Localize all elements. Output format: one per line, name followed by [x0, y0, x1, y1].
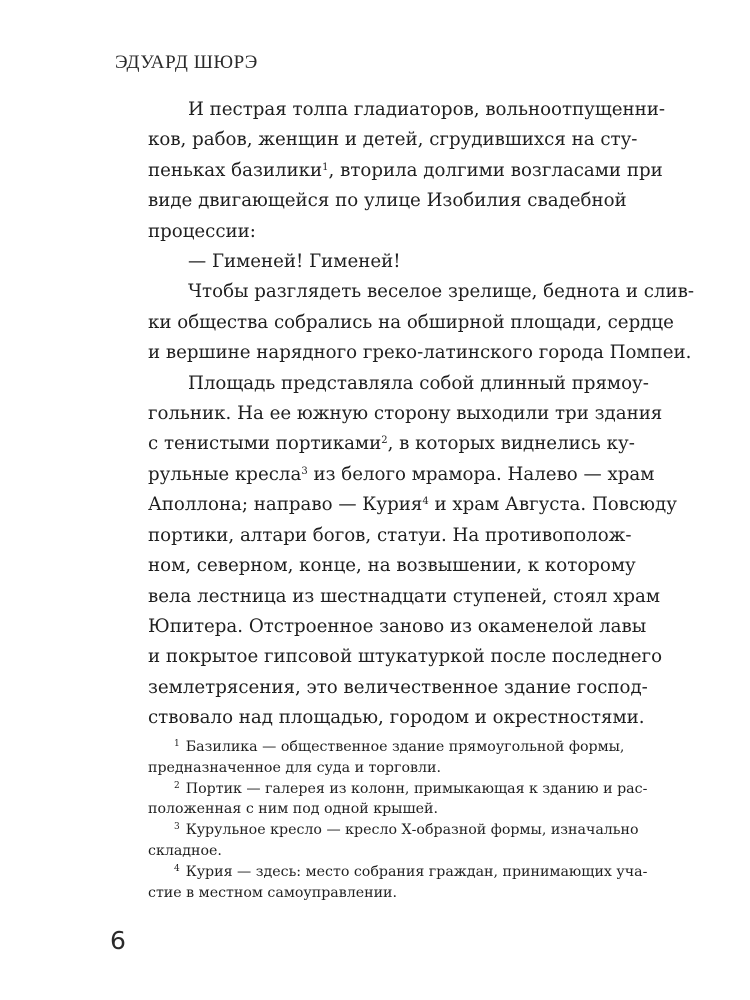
footnote-ref-2: 2	[381, 435, 388, 447]
text-line: Площадь представляла собой длинный прямоу-	[188, 372, 649, 394]
footnote-line	[148, 779, 648, 800]
text-line: ном, северном, конце, на возвышении, к которому	[148, 555, 636, 577]
text-line: виде двигающейся по улице Изобилия свадебной	[148, 190, 627, 212]
text-segment: и храм Августа. Повсюду	[428, 494, 677, 516]
text-line: землетрясения, это величественное здание господ-	[148, 676, 648, 698]
footnote-ref-1: 1	[322, 161, 329, 173]
text-line: и вершине нарядного греко-латинского города Помпеи.	[148, 342, 692, 364]
footnote-text: Базилика — общественное здание прямоугольной формы,	[185, 739, 625, 755]
footnote-1	[148, 737, 625, 779]
text-line	[148, 460, 655, 490]
text-line	[148, 429, 635, 459]
main-text	[148, 95, 694, 734]
text-segment: , в которых виднелись ку-	[387, 433, 635, 455]
text-line	[148, 490, 677, 520]
footnote-line: положенная с ним под одной крышей.	[148, 801, 439, 818]
text-line: вела лестница из шестнадцати ступеней, стоял храм	[148, 585, 661, 607]
text-line: портики, алтари богов, статуи. На противополож-	[148, 524, 632, 546]
footnote-text: Курия — здесь: место собрания граждан, принимающих уча-	[185, 863, 648, 880]
text-line: — Гименей! Гименей!	[188, 251, 401, 273]
paragraph-3	[148, 277, 694, 368]
footnote-mark: 4	[174, 863, 180, 874]
text-line: и покрытое гипсовой штукатуркой после последнего	[148, 646, 663, 668]
text-line: И пестрая толпа гладиаторов, вольноотпущенни-	[188, 99, 666, 120]
paragraph-4	[148, 369, 677, 734]
text-segment: из белого мрамора. Налево — храм	[307, 463, 655, 485]
page-number: 6	[110, 926, 126, 955]
text-line: ствовало над площадью, городом и окрестностями.	[148, 707, 645, 729]
text-line: Чтобы разглядеть веселое зрелище, беднота и слив-	[188, 281, 694, 303]
footnote-line	[148, 737, 625, 758]
footnote-4	[148, 862, 648, 904]
footnote-line	[148, 820, 639, 841]
text-segment: , вторила долгими возгласами при	[328, 159, 663, 181]
footnotes	[148, 737, 648, 903]
text-segment: пеньках базилики	[148, 159, 323, 181]
footnote-text: Портик — галерея из колонн, примыкающая к зданию и рас-	[185, 780, 648, 797]
text-segment: Аполлона; направо — Курия	[148, 494, 423, 516]
footnote-2	[148, 779, 648, 821]
footnote-line: складное.	[148, 842, 222, 859]
footnote-ref-4: 4	[422, 496, 429, 508]
text-segment: с тенистыми портиками	[148, 433, 382, 455]
footnote-mark: 1	[174, 739, 180, 749]
text-line: процессии:	[148, 220, 256, 242]
running-header: ЭДУАРД ШЮРЭ	[115, 52, 258, 73]
text-line: Юпитера. Отстроенное заново из окаменелой лавы	[148, 615, 647, 637]
footnote-line: стие в местном самоуправлении.	[148, 884, 398, 901]
text-line: гольник. На ее южную сторону выходили три здания	[148, 403, 663, 425]
footnote-ref-3: 3	[301, 465, 308, 477]
text-segment: рульные кресла	[148, 463, 302, 485]
footnote-line	[148, 862, 648, 883]
paragraph-2	[148, 247, 622, 277]
text-line: ков, рабов, женщин и детей, сгрудившихся на сту-	[148, 129, 638, 151]
text-line: ки общества собрались на обширной площади, сердце	[148, 311, 674, 333]
text-line	[148, 156, 663, 186]
paragraph-1	[148, 95, 666, 247]
footnote-3	[148, 820, 639, 862]
footnote-mark: 3	[174, 822, 180, 833]
footnote-line: предназначенное для суда и торговли.	[148, 759, 441, 776]
footnote-text: Курульное кресло — кресло Х-образной формы, изначально	[185, 822, 639, 839]
footnote-mark: 2	[174, 780, 180, 791]
